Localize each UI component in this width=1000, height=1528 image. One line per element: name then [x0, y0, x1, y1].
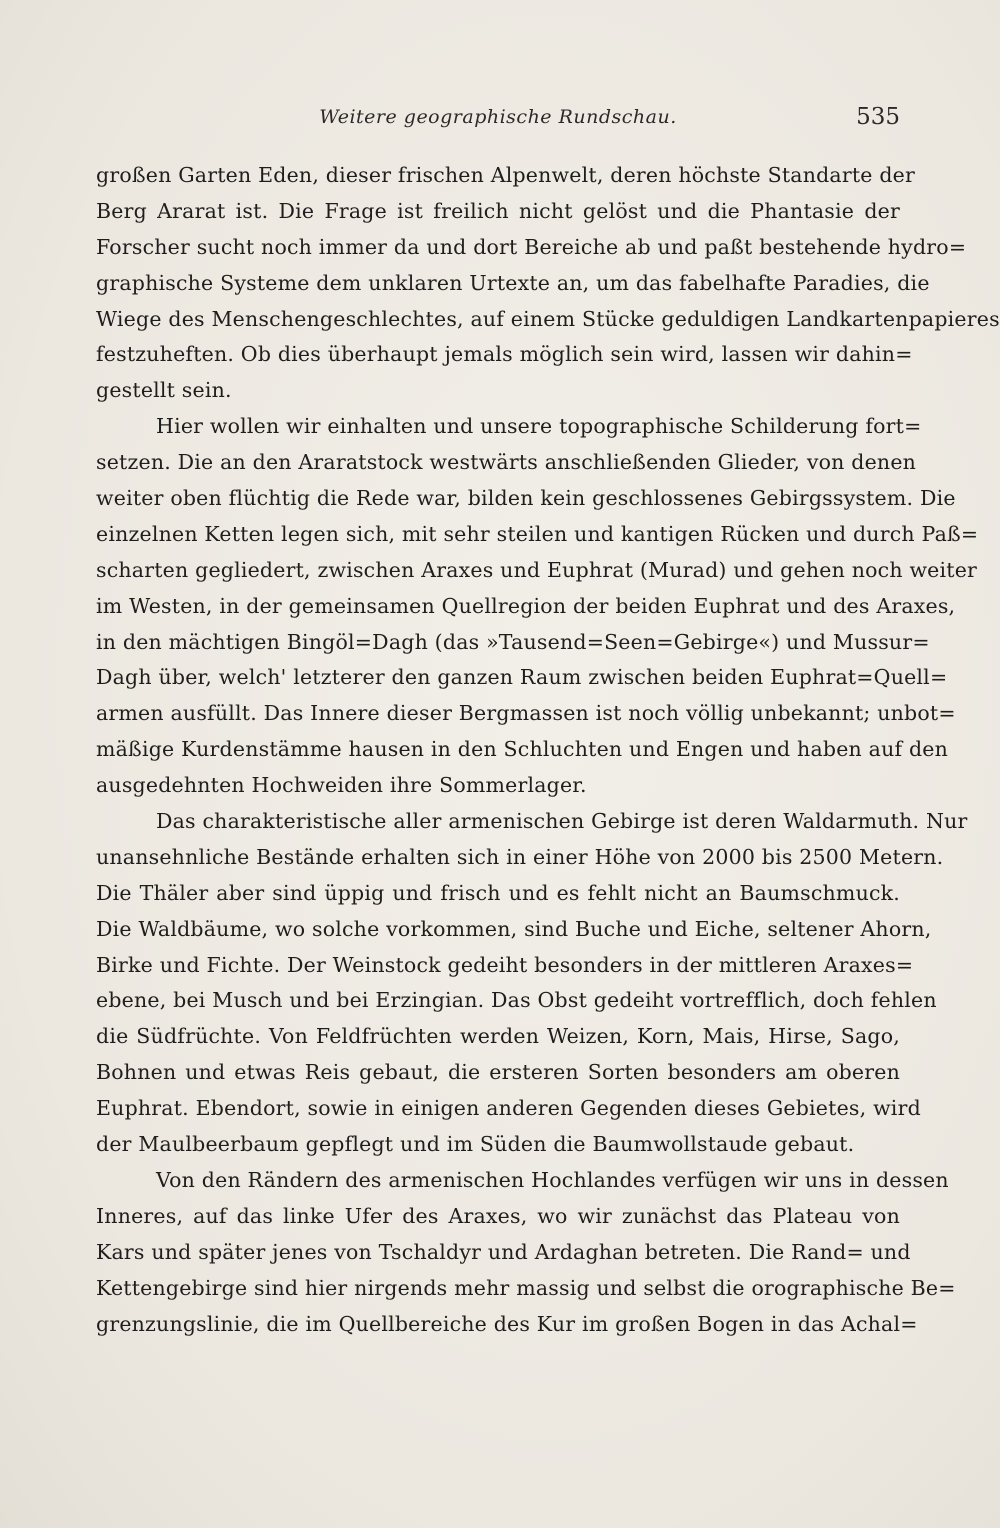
text-line: gestellt sein. [96, 378, 232, 403]
text-line: graphische Systeme dem unklaren Urtexte an, um das fabelhafte Paradies, die [96, 270, 930, 295]
text-line: Das charakteristische aller armenischen Gebirge ist deren Waldarmuth. Nur [156, 809, 968, 834]
text-line: Inneres, auf das linke Ufer des Araxes, wo wir zunächst das Plateau von [96, 1203, 900, 1228]
text-line: Die Thäler aber sind üppig und frisch und es fehlt nicht an Baumschmuck. [96, 880, 900, 905]
text-line: armen ausfüllt. Das Innere dieser Bergmassen ist noch völlig unbekannt; unbot= [96, 701, 956, 726]
text-line: mäßige Kurdenstämme hausen in den Schluchten und Engen und haben auf den [96, 737, 949, 762]
text-line: Berg Ararat ist. Die Frage ist freilich nicht gelöst und die Phantasie der [96, 198, 900, 223]
text-line: Die Waldbäume, wo solche vorkommen, sind Buche und Eiche, seltener Ahorn, [96, 916, 932, 941]
text-line: im Westen, in der gemeinsamen Quellregion der beiden Euphrat und des Araxes, [96, 593, 956, 618]
text-line: ebene, bei Musch und bei Erzingian. Das Obst gedeiht vortrefflich, doch fehlen [96, 988, 937, 1013]
text-line: festzuheften. Ob dies überhaupt jemals möglich sein wird, lassen wir dahin= [96, 342, 913, 367]
text-line: weiter oben flüchtig die Rede war, bilden kein geschlossenes Gebirgssystem. Die [96, 486, 956, 511]
text-line: die Südfrüchte. Von Feldfrüchten werden Weizen, Korn, Mais, Hirse, Sago, [96, 1024, 900, 1049]
text-line: ausgedehnten Hochweiden ihre Sommerlager. [96, 773, 587, 798]
body-text [96, 158, 1000, 1342]
text-line: scharten gegliedert, zwischen Araxes und Euphrat (Murad) und gehen noch weiter [96, 557, 978, 582]
text-line: Kettengebirge sind hier nirgends mehr massig und selbst die orographische Be= [96, 1275, 956, 1300]
running-head [96, 100, 900, 134]
text-line: Hier wollen wir einhalten und unsere topographische Schilderung fort= [156, 414, 922, 439]
text-line: Dagh über, welch' letzterer den ganzen Raum zwischen beiden Euphrat=Quell= [96, 665, 948, 690]
text-line: Von den Rändern des armenischen Hochlandes verfügen wir uns in dessen [156, 1167, 949, 1192]
text-line: Birke und Fichte. Der Weinstock gedeiht besonders in der mittleren Araxes= [96, 952, 914, 977]
running-title: Weitere geographische Rundschau. [319, 106, 677, 128]
text-line: Euphrat. Ebendort, sowie in einigen anderen Gegenden dieses Gebietes, wird [96, 1096, 921, 1121]
text-line: unansehnliche Bestände erhalten sich in einer Höhe von 2000 bis 2500 Metern. [96, 844, 944, 869]
text-line: Bohnen und etwas Reis gebaut, die ersteren Sorten besonders am oberen [96, 1060, 900, 1085]
text-line: setzen. Die an den Araratstock westwärts anschließenden Glieder, von denen [96, 450, 917, 475]
text-line: Kars und später jenes von Tschaldyr und Ardaghan betreten. Die Rand= und [96, 1239, 911, 1264]
text-line: Wiege des Menschengeschlechtes, auf einem Stücke geduldigen Landkartenpapieres [96, 306, 1000, 331]
text-line: großen Garten Eden, dieser frischen Alpenwelt, deren höchste Standarte der [96, 163, 915, 187]
text-line: einzelnen Ketten legen sich, mit sehr steilen und kantigen Rücken und durch Paß= [96, 521, 979, 546]
text-line: in den mächtigen Bingöl=Dagh (das »Tausend=Seen=Gebirge«) und Mussur= [96, 629, 930, 654]
text-line: grenzungslinie, die im Quellbereiche des Kur im großen Bogen in das Achal= [96, 1311, 918, 1336]
page-number: 535 [856, 104, 900, 130]
text-line: der Maulbeerbaum gepflegt und im Süden die Baumwollstaude gebaut. [96, 1132, 855, 1157]
text-line: Forscher sucht noch immer da und dort Bereiche ab und paßt bestehende hydro= [96, 234, 967, 259]
